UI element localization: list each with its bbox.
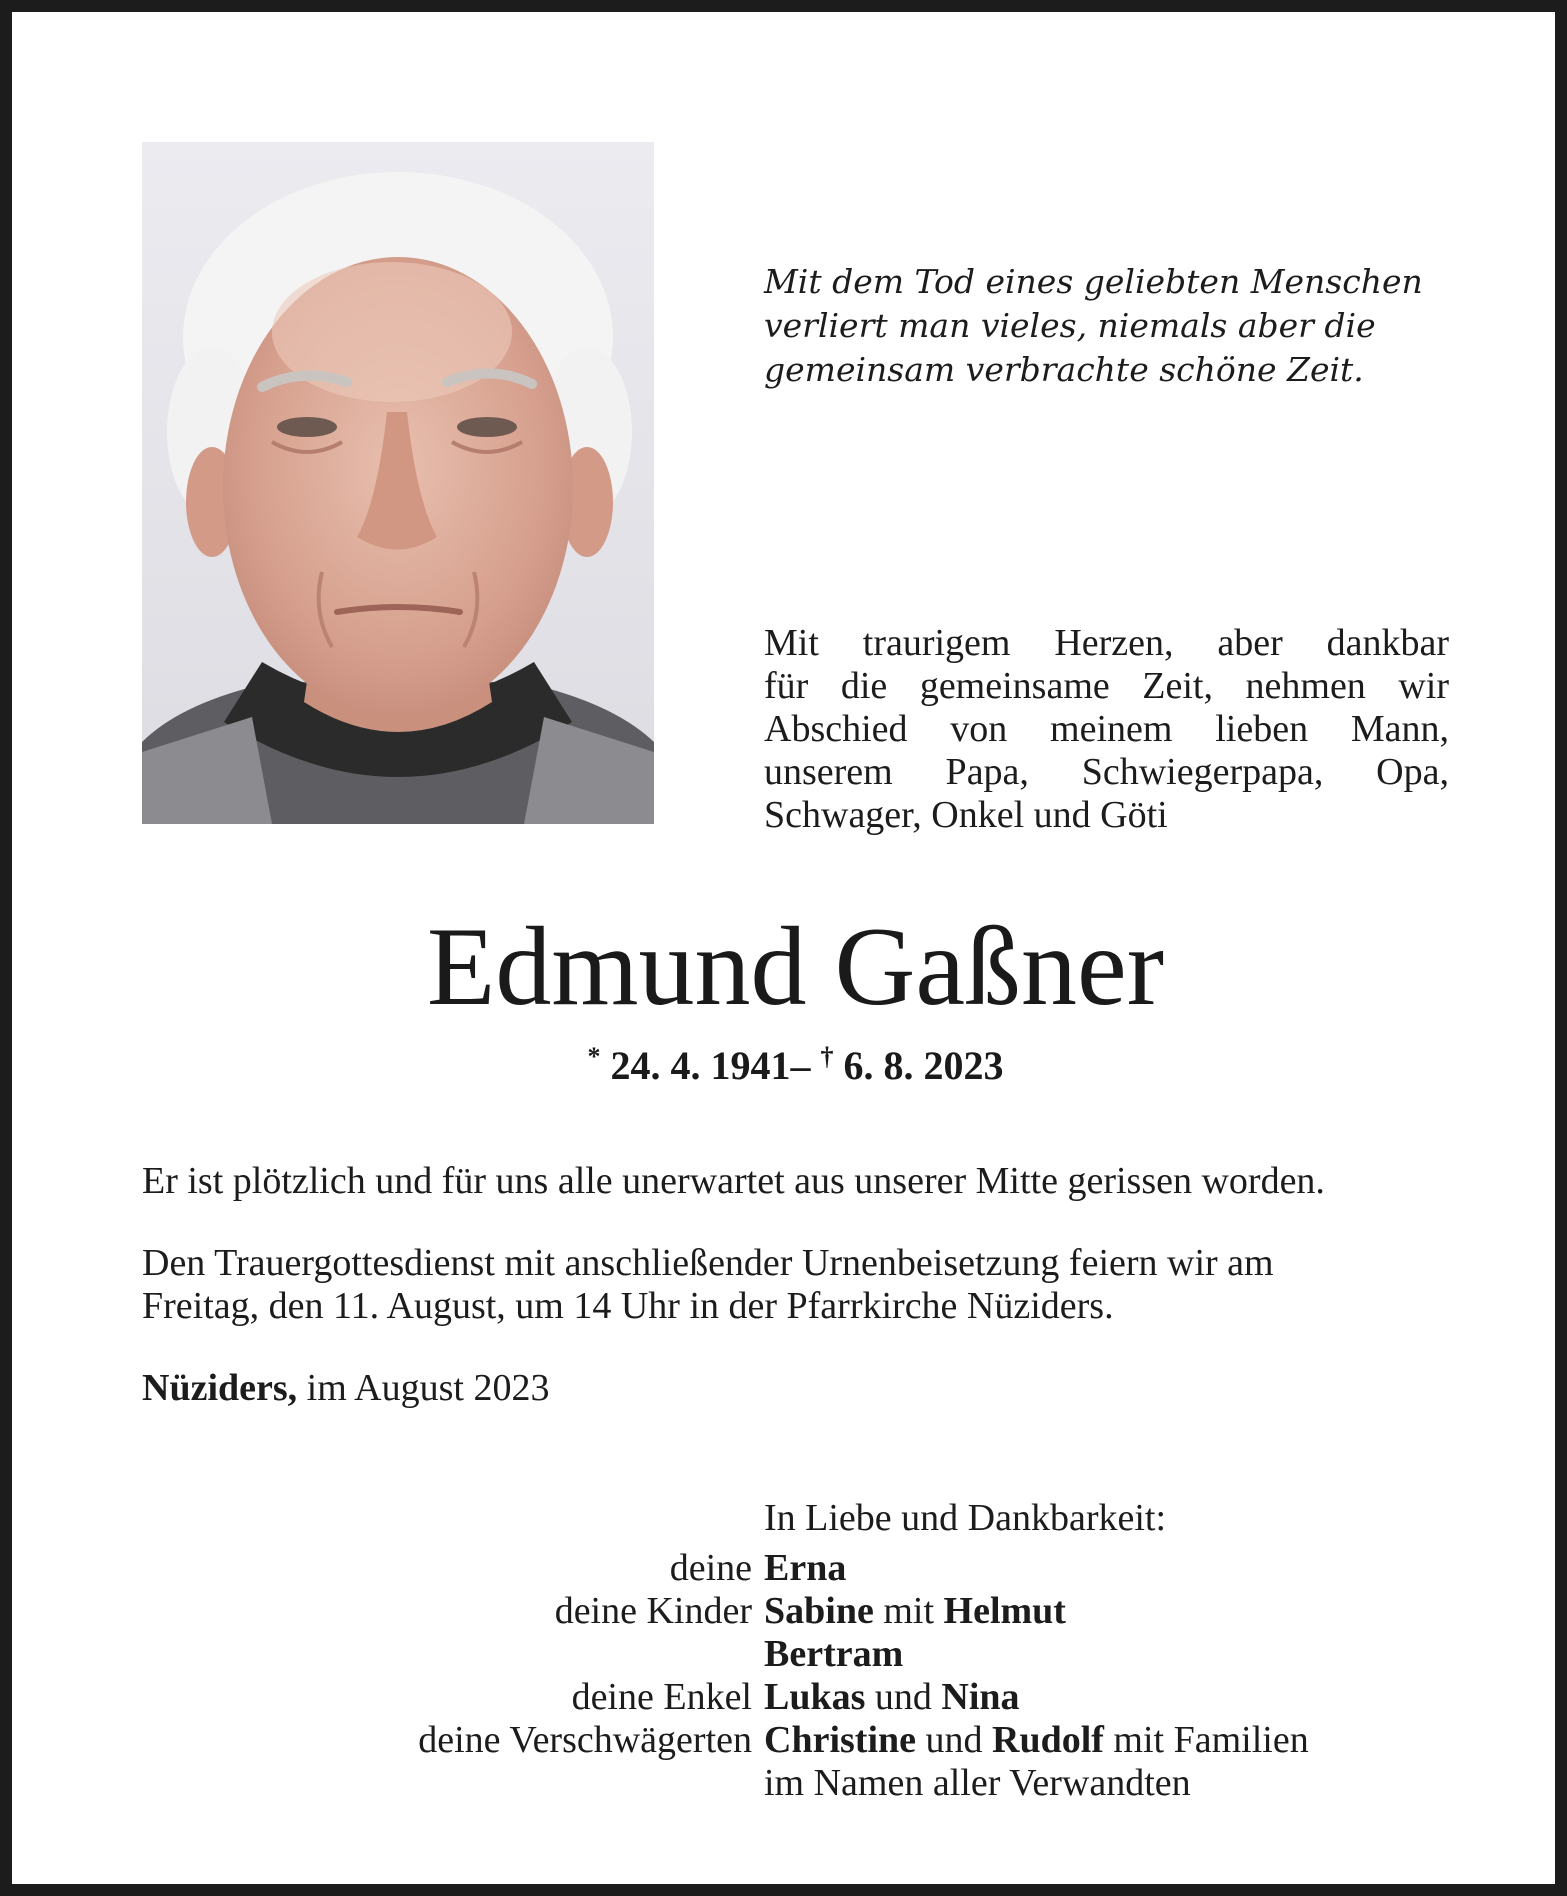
place-name: Nüziders,	[142, 1367, 298, 1409]
announcement-paragraph	[142, 1160, 1472, 1203]
death-date: 6. 8. 2023	[843, 1043, 1004, 1088]
intro-line: Abschied von meinem lieben Mann,	[764, 708, 1449, 750]
farewell-intro	[764, 622, 1449, 837]
quote-line: gemeinsam verbrachte schöne Zeit.	[764, 350, 1364, 389]
service-paragraph	[142, 1242, 1472, 1328]
mourner-name: Bertram	[764, 1633, 904, 1675]
portrait-photo	[142, 142, 654, 824]
place-date-line	[142, 1367, 1472, 1410]
life-dates	[12, 1032, 1567, 1091]
mourner-row	[12, 1547, 1567, 1590]
quote-line: verliert man vieles, niemals aber die	[764, 306, 1376, 345]
mourners-list	[12, 1547, 1567, 1805]
mourner-name: Nina	[941, 1676, 1020, 1718]
paragraph-line: Er ist plötzlich und für uns alle unerwartet aus unserer Mitte gerissen worden.	[142, 1160, 1325, 1202]
mourner-name: Erna	[764, 1547, 847, 1589]
mourner-row	[12, 1762, 1567, 1805]
mourner-row	[12, 1590, 1567, 1633]
death-symbol: †	[820, 1042, 834, 1071]
intro-line: Mit traurigem Herzen, aber dankbar	[764, 622, 1449, 664]
paragraph-line: Freitag, den 11. August, um 14 Uhr in der Pfarrkirche Nüziders.	[142, 1285, 1114, 1327]
intro-line: unserem Papa, Schwiegerpapa, Opa,	[764, 751, 1449, 793]
relation-label: deine Verschwägerten	[418, 1719, 752, 1761]
mourner-name: Lukas	[764, 1676, 866, 1718]
relation-label: deine Enkel	[571, 1676, 752, 1718]
deceased-name: Edmund Gaßner	[426, 905, 1165, 1029]
conjunction: und	[925, 1719, 983, 1761]
mourner-row	[12, 1676, 1567, 1719]
relation-label: deine Kinder	[554, 1590, 752, 1632]
birth-date: 24. 4. 1941	[610, 1043, 791, 1088]
mourner-name: Sabine	[764, 1590, 874, 1632]
mourner-name: Helmut	[943, 1590, 1066, 1632]
paragraph-line: Den Trauergottesdienst mit anschließender Urnenbeisetzung feiern wir am	[142, 1242, 1274, 1284]
quote-line: Mit dem Tod eines geliebten Menschen	[764, 262, 1423, 301]
mourner-suffix: mit Familien	[1113, 1719, 1309, 1761]
date-separator: –	[790, 1043, 811, 1088]
intro-line: Schwager, Onkel und Göti	[764, 794, 1168, 836]
closing-phrase: In Liebe und Dankbarkeit:	[764, 1497, 1167, 1539]
relatives-line: im Namen aller Verwandten	[764, 1762, 1191, 1804]
portrait-illustration	[142, 142, 654, 824]
relation-label: deine	[669, 1547, 752, 1589]
mourner-name: Christine	[764, 1719, 916, 1761]
mourner-row	[12, 1633, 1567, 1676]
birth-symbol: *	[587, 1042, 601, 1071]
memorial-quote	[764, 260, 1464, 392]
conjunction: mit	[883, 1590, 935, 1632]
intro-line: für die gemeinsame Zeit, nehmen wir	[764, 665, 1449, 707]
mourner-row	[12, 1719, 1567, 1762]
mourner-name: Rudolf	[992, 1719, 1104, 1761]
conjunction: und	[874, 1676, 932, 1718]
date-text: im August 2023	[306, 1367, 550, 1409]
